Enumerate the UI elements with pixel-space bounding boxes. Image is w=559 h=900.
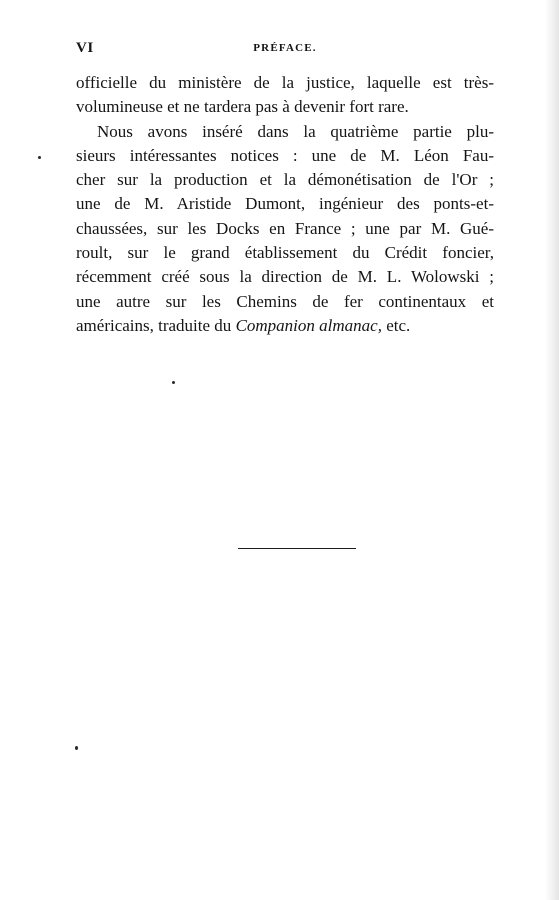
- page-edge-shadow: [545, 0, 559, 900]
- text-line: sieurs intéressantes notices : une de M. Léon Fau-: [76, 145, 494, 165]
- page-header: [76, 40, 494, 60]
- text-line: une de M. Aristide Dumont, ingénieur des ponts-et-: [76, 194, 494, 214]
- section-divider-rule: [238, 548, 356, 549]
- ink-speck: [38, 156, 41, 159]
- text-line: officielle du ministère de la justice, laquelle est très-: [76, 73, 494, 92]
- text-line: une autre sur les Chemins de fer continentaux et: [76, 291, 494, 311]
- preface-paragraphs: [76, 71, 494, 338]
- text-fragment: etc.: [386, 315, 411, 335]
- text-fragment: américains, traduite du: [76, 315, 232, 335]
- text-line: récemment créé sous la direction de M. L. Wolowski ;: [76, 267, 494, 287]
- ink-speck: [75, 746, 78, 750]
- text-line: cher sur la production et la démonétisation de l'Or ;: [76, 170, 494, 190]
- running-head: PRÉFACE.: [253, 42, 317, 54]
- text-line: roult, sur le grand établissement du Crédit foncier,: [76, 243, 494, 263]
- text-line-final: [76, 314, 494, 338]
- text-line: volumineuse et ne tardera pas à devenir fort rare.: [76, 97, 409, 117]
- text-line: chaussées, sur les Docks en France ; une par M. Gué-: [76, 218, 494, 238]
- page-number: VI: [76, 40, 94, 56]
- text-line: Nous avons inséré dans la quatrième partie plu-: [97, 121, 494, 141]
- ink-speck: [172, 381, 175, 384]
- italic-title: Companion almanac,: [235, 315, 382, 335]
